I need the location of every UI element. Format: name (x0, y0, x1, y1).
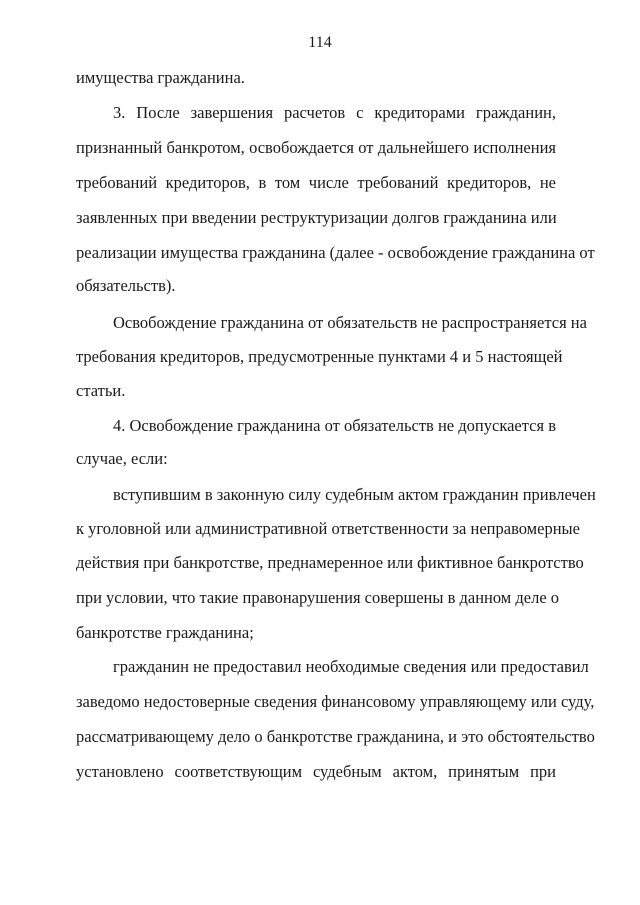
text-line: при условии, что такие правонарушения совершены в данном деле о (76, 588, 560, 607)
text-line: статьи. (76, 381, 126, 400)
text-line: установлено соответствующим судебным актом, принятым при (76, 762, 556, 781)
text-line: банкротстве гражданина; (76, 623, 254, 642)
text-line: рассматривающему дело о банкротстве гражданина, и это обстоятельство (76, 727, 595, 746)
text-line: случае, если: (76, 449, 168, 468)
text-line: признанный банкротом, освобождается от дальнейшего исполнения (76, 138, 556, 157)
text-line: заведомо недостоверные сведения финансовому управляющему или суду, (76, 692, 595, 711)
text-line: требования кредиторов, предусмотренные пунктами 4 и 5 настоящей (76, 347, 563, 366)
text-line: вступившим в законную силу судебным актом гражданин привлечен (113, 485, 596, 504)
text-line: к уголовной или административной ответственности за неправомерные (76, 519, 580, 538)
text-line: действия при банкротстве, преднамеренное или фиктивное банкротство (76, 553, 584, 572)
page-number: 114 (308, 34, 332, 51)
text-line: 3. После завершения расчетов с кредиторами гражданин, (113, 103, 556, 122)
text-line: обязательств). (76, 276, 176, 295)
text-line: Освобождение гражданина от обязательств не распространяется на (113, 313, 587, 332)
text-line: реализации имущества гражданина (далее - освобождение гражданина от (76, 243, 595, 262)
text-line: имущества гражданина. (76, 68, 245, 87)
text-line: 4. Освобождение гражданина от обязательств не допускается в (113, 416, 556, 435)
text-line: заявленных при введении реструктуризации долгов гражданина или (76, 208, 557, 227)
text-line: требований кредиторов, в том числе требований кредиторов, не (76, 173, 556, 192)
text-line: гражданин не предоставил необходимые сведения или предоставил (113, 657, 589, 676)
